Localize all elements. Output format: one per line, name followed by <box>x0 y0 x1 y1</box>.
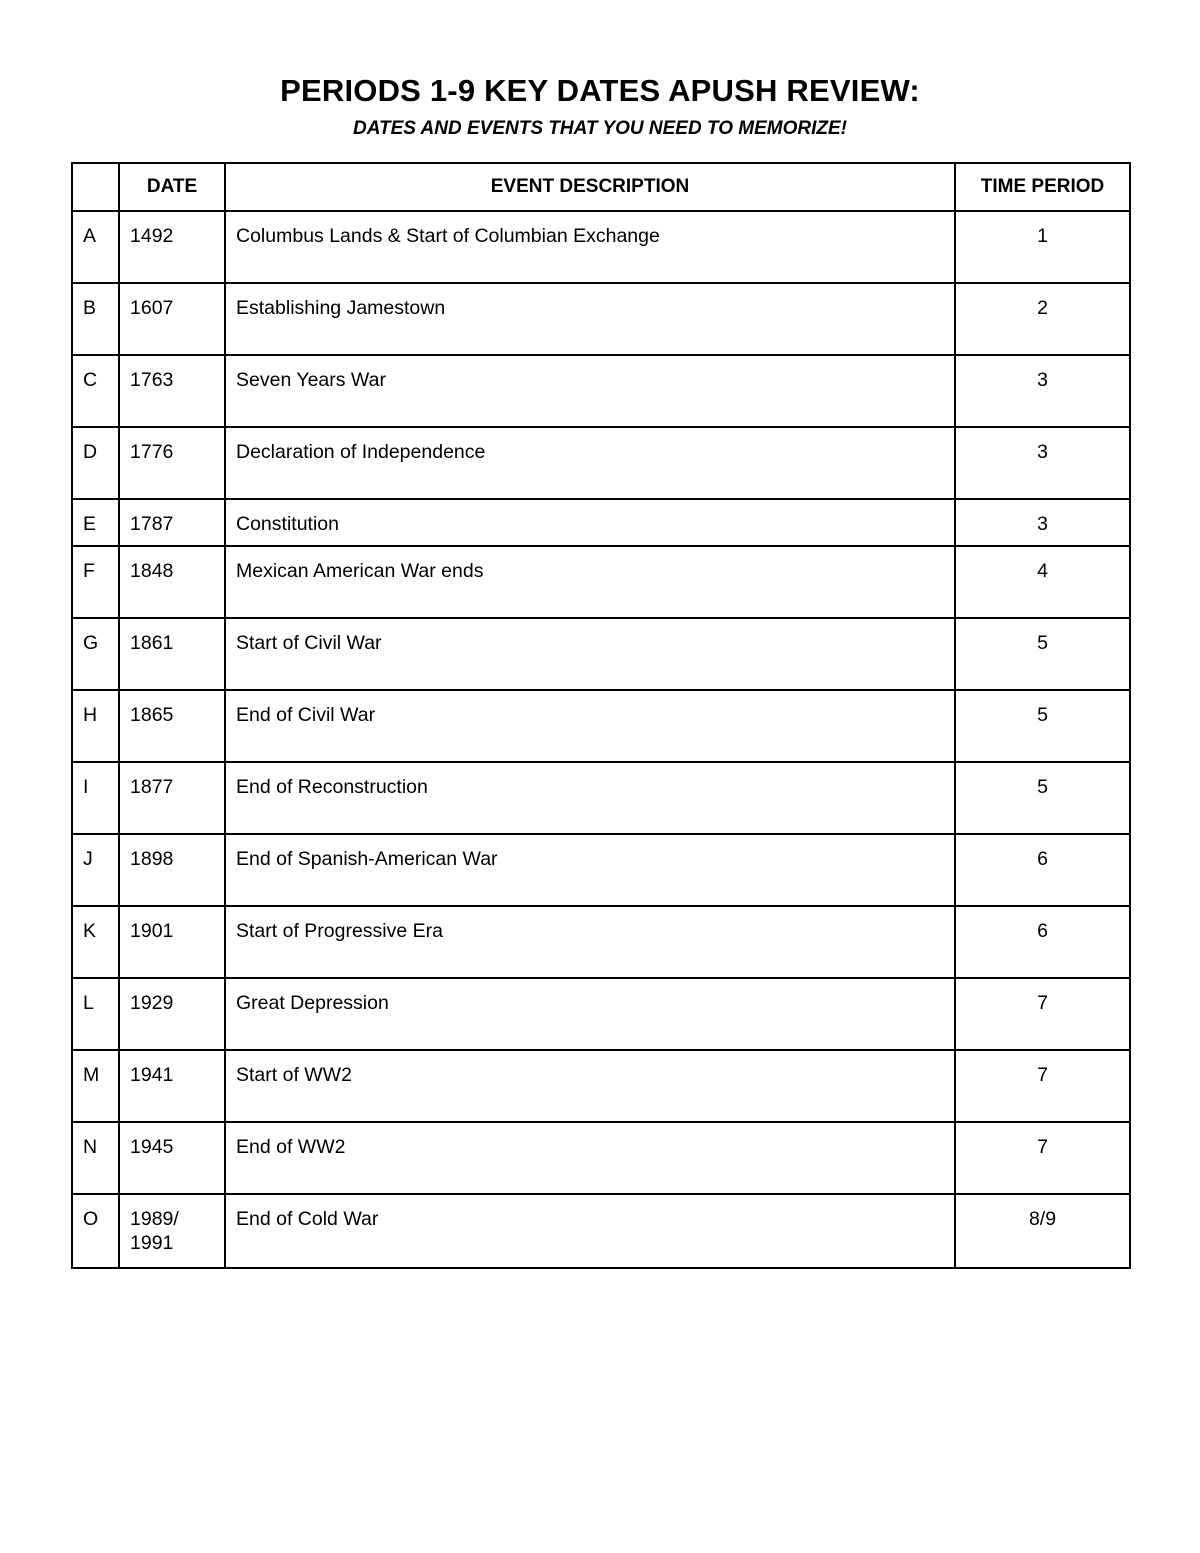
row-period: 3 <box>955 427 1130 499</box>
row-period: 8/9 <box>955 1194 1130 1268</box>
page-title: PERIODS 1-9 KEY DATES APUSH REVIEW: <box>280 73 920 108</box>
row-period: 5 <box>955 618 1130 690</box>
row-period: 5 <box>955 762 1130 834</box>
row-event: Constitution <box>225 499 955 546</box>
row-letter: K <box>72 906 119 978</box>
table-row <box>72 546 1130 618</box>
table-row <box>72 978 1130 1050</box>
row-date: 1989/ 1991 <box>119 1194 225 1268</box>
row-period: 2 <box>955 283 1130 355</box>
row-date: 1877 <box>119 762 225 834</box>
table-row <box>72 906 1130 978</box>
row-date: 1865 <box>119 690 225 762</box>
row-letter: I <box>72 762 119 834</box>
row-event: Great Depression <box>225 978 955 1050</box>
table-row <box>72 427 1130 499</box>
table-row <box>72 762 1130 834</box>
row-letter: M <box>72 1050 119 1122</box>
row-letter: E <box>72 499 119 546</box>
row-period: 5 <box>955 690 1130 762</box>
table-row <box>72 283 1130 355</box>
row-period: 7 <box>955 1050 1130 1122</box>
table-row <box>72 618 1130 690</box>
row-letter: H <box>72 690 119 762</box>
row-event: Start of WW2 <box>225 1050 955 1122</box>
row-event: Start of Progressive Era <box>225 906 955 978</box>
row-letter: N <box>72 1122 119 1194</box>
header-event-description: EVENT DESCRIPTION <box>225 163 955 211</box>
row-date: 1607 <box>119 283 225 355</box>
row-letter: C <box>72 355 119 427</box>
row-event: Columbus Lands & Start of Columbian Exchange <box>225 211 955 283</box>
row-date: 1763 <box>119 355 225 427</box>
row-event: End of Reconstruction <box>225 762 955 834</box>
table-row <box>72 1122 1130 1194</box>
row-event: End of Cold War <box>225 1194 955 1268</box>
page-subtitle: DATES AND EVENTS THAT YOU NEED TO MEMORIZE! <box>352 118 848 139</box>
row-letter: O <box>72 1194 119 1268</box>
header-letter <box>72 163 119 211</box>
row-event: End of WW2 <box>225 1122 955 1194</box>
row-event: Declaration of Independence <box>225 427 955 499</box>
row-letter: D <box>72 427 119 499</box>
row-period: 6 <box>955 834 1130 906</box>
header-time-period: TIME PERIOD <box>955 163 1130 211</box>
row-date: 1945 <box>119 1122 225 1194</box>
row-event: Seven Years War <box>225 355 955 427</box>
row-date: 1941 <box>119 1050 225 1122</box>
row-date: 1492 <box>119 211 225 283</box>
row-letter: L <box>72 978 119 1050</box>
table-row <box>72 1194 1130 1268</box>
table-row <box>72 499 1130 546</box>
row-date: 1776 <box>119 427 225 499</box>
row-period: 1 <box>955 211 1130 283</box>
row-date: 1848 <box>119 546 225 618</box>
row-event: Establishing Jamestown <box>225 283 955 355</box>
row-date: 1861 <box>119 618 225 690</box>
row-period: 6 <box>955 906 1130 978</box>
table-row <box>72 355 1130 427</box>
row-date: 1898 <box>119 834 225 906</box>
row-period: 4 <box>955 546 1130 618</box>
row-letter: B <box>72 283 119 355</box>
row-period: 7 <box>955 978 1130 1050</box>
table-row <box>72 690 1130 762</box>
header-date: DATE <box>119 163 225 211</box>
row-letter: J <box>72 834 119 906</box>
table-row <box>72 1050 1130 1122</box>
row-letter: A <box>72 211 119 283</box>
row-date: 1901 <box>119 906 225 978</box>
table-row <box>72 211 1130 283</box>
row-letter: G <box>72 618 119 690</box>
row-date: 1787 <box>119 499 225 546</box>
row-period: 3 <box>955 355 1130 427</box>
row-event: Start of Civil War <box>225 618 955 690</box>
row-date: 1929 <box>119 978 225 1050</box>
row-event: Mexican American War ends <box>225 546 955 618</box>
key-dates-table <box>71 162 1131 1269</box>
table-row <box>72 834 1130 906</box>
row-event: End of Civil War <box>225 690 955 762</box>
row-period: 7 <box>955 1122 1130 1194</box>
row-period: 3 <box>955 499 1130 546</box>
row-letter: F <box>72 546 119 618</box>
table-header-row <box>72 163 1130 211</box>
row-event: End of Spanish-American War <box>225 834 955 906</box>
